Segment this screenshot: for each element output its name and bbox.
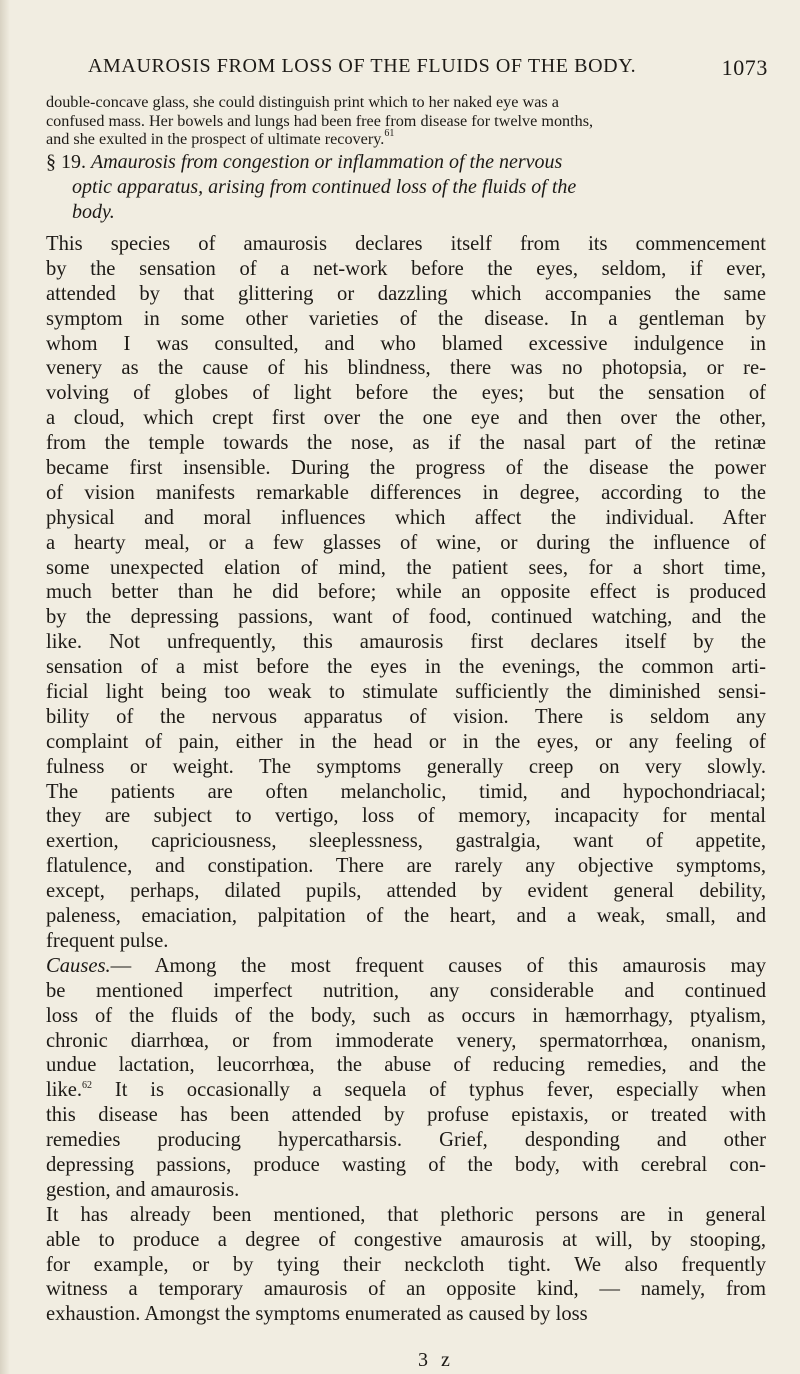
opening-paragraph	[46, 93, 766, 149]
section-number: § 19.	[46, 151, 86, 173]
text-line: exertion, capriciousness, sleeplessness, gastralgia, want of appetite,	[46, 830, 766, 853]
causes-label: Causes.	[46, 954, 111, 977]
text-line: became first insensible. During the progress of the disease the power	[46, 457, 766, 480]
text-line: except, perhaps, dilated pupils, attended by evident general debility,	[46, 880, 766, 903]
text-line: they are subject to vertigo, loss of memory, incapacity for mental	[46, 805, 766, 828]
text-line: ficial light being too weak to stimulate sufficiently the diminished sensi-	[46, 681, 766, 704]
text-line: undue lactation, leucorrhœa, the abuse of reducing remedies, and the	[46, 1054, 766, 1077]
text-line: double-concave glass, she could distinguish print which to her naked eye was a	[46, 93, 559, 111]
text-line: confused mass. Her bowels and lungs had been free from disease for twelve months,	[46, 111, 594, 130]
text-line: be mentioned imperfect nutrition, any considerable and continued	[46, 979, 766, 1002]
text-line: some unexpected elation of mind, the patient sees, for a short time,	[46, 556, 766, 579]
text-line: this disease has been attended by profuse epistaxis, or treated with	[46, 1104, 766, 1127]
causes-line: Causes.— Among the most frequent causes of this amaurosis may	[46, 954, 766, 977]
text-line: symptom in some other varieties of the disease. In a gentleman by	[46, 307, 766, 330]
text-line: much better than he did before; while an opposite effect is produced	[46, 581, 766, 604]
text-line: complaint of pain, either in the head or in the eyes, or any feeling of	[46, 730, 766, 753]
running-title: AMAUROSIS FROM LOSS OF THE FLUIDS OF THE BODY.	[88, 55, 637, 77]
text-line: volving of globes of light before the eyes; but the sensation of	[46, 382, 766, 405]
text-line: venery as the cause of his blindness, there was no photopsia, or re-	[46, 357, 766, 380]
signature-mark: 3 z	[418, 1349, 454, 1371]
text-line: chronic diarrhœa, or from immoderate venery, spermatorrhœa, onanism,	[46, 1029, 766, 1052]
text-line: fulness or weight. The symptoms generally creep on very slowly.	[46, 755, 766, 778]
text-line: and she exulted in the prospect of ultimate recovery.$^{61}$	[46, 128, 395, 149]
text-line: remedies producing hypercatharsis. Grief, desponding and other	[46, 1129, 766, 1152]
text-line: physical and moral influences which affect the individual. After	[46, 506, 766, 529]
text-line: This species of amaurosis declares itself from its commencement	[46, 233, 766, 255]
text-line: paleness, emaciation, palpitation of the heart, and a weak, small, and	[46, 905, 766, 928]
section-title-line: body.	[72, 201, 115, 223]
text-line: It has already been mentioned, that plethoric persons are in general	[46, 1203, 766, 1226]
text-line: like. Not unfrequently, this amaurosis first declares itself by the	[46, 631, 766, 654]
page-number: 1073	[721, 55, 768, 80]
text-line: a cloud, which crept first over the one eye and then over the other,	[46, 407, 766, 430]
text-line: flatulence, and constipation. There are rarely any objective symptoms,	[46, 855, 766, 878]
causes-line: like.$^{62}$ It is occasionally a sequela of typhus fever, especially when	[46, 1079, 767, 1102]
text-line: attended by that glittering or dazzling which accompanies the same	[46, 282, 766, 305]
section-title-line: § 19. Amaurosis from congestion or inflammation of the nervous	[46, 151, 563, 173]
text-line: bility of the nervous apparatus of vision. There is seldom any	[46, 705, 766, 728]
footnote-ref: 62	[82, 1080, 93, 1092]
section-heading	[46, 150, 766, 225]
text-line: loss of the fluids of the body, such as occurs in hæmorrhagy, ptyalism,	[46, 1004, 766, 1027]
text-line: able to produce a degree of congestive amaurosis at will, by stooping,	[46, 1228, 766, 1251]
text-line: by the depressing passions, want of food, continued watching, and the	[46, 606, 766, 629]
text-line: sensation of a mist before the eyes in the evenings, the common arti-	[46, 656, 766, 679]
text-line: witness a temporary amaurosis of an opposite kind, — namely, from	[46, 1278, 766, 1301]
text-line: for example, or by tying their neckcloth tight. We also frequently	[46, 1253, 766, 1276]
text-line: a hearty meal, or a few glasses of wine, or during the influence of	[46, 531, 766, 554]
text-line: whom I was consulted, and who blamed excessive indulgence in	[46, 332, 766, 355]
section-title-line: optic apparatus, arising from continued loss of the fluids of the	[72, 176, 577, 198]
text-line: of vision manifests remarkable differences in degree, according to the	[46, 481, 766, 504]
page-edge-shadow	[0, 0, 10, 1374]
text-line: depressing passions, produce wasting of the body, with cerebral con-	[46, 1153, 766, 1176]
text-line: exhaustion. Amongst the symptoms enumerated as caused by loss	[46, 1303, 588, 1326]
footnote-ref: 61	[384, 128, 395, 140]
text-line: gestion, and amaurosis.	[46, 1178, 240, 1201]
text-line: frequent pulse.	[46, 929, 169, 952]
text-line: The patients are often melancholic, timid, and hypochondriacal;	[46, 780, 766, 803]
text-line: by the sensation of a net-work before the eyes, seldom, if ever,	[46, 257, 766, 280]
body-text	[46, 232, 766, 1327]
running-header	[88, 55, 768, 78]
text-line: from the temple towards the nose, as if the nasal part of the retinæ	[46, 432, 766, 455]
